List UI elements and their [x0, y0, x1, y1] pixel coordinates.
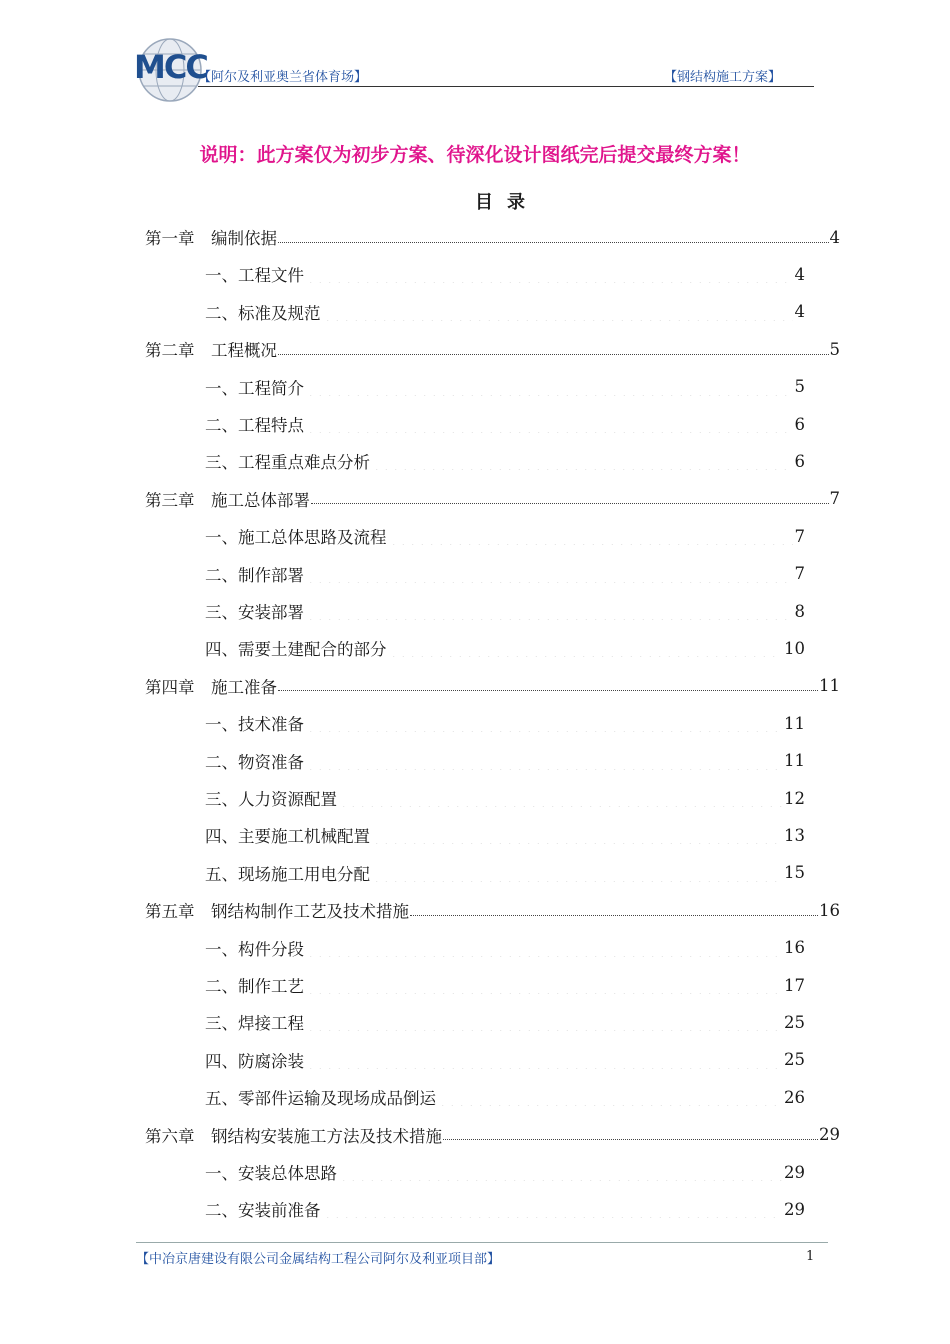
toc-entry-section[interactable]	[205, 743, 805, 779]
toc-dot-leader	[443, 1139, 818, 1140]
toc-dot-leader	[306, 269, 793, 283]
toc-entry-page: 11	[784, 713, 805, 733]
header-document-name: 【钢结构施工方案】	[664, 70, 782, 85]
toc-entry-label: 二、制作工艺	[205, 977, 304, 996]
toc-title: 目录	[475, 192, 539, 213]
toc-entry-label: 第五章 钢结构制作工艺及技术措施	[145, 902, 409, 922]
toc-entry-section[interactable]	[205, 1154, 805, 1190]
toc-entry-label: 四、主要施工机械配置	[205, 827, 370, 847]
toc-entry-page: 7	[794, 564, 805, 584]
toc-entry-section[interactable]	[205, 406, 805, 442]
toc-entry-page: 6	[794, 451, 805, 471]
toc-entry-label: 五、现场施工用电分配	[205, 864, 370, 884]
toc-entry-label: 第六章 钢结构安装施工方法及技术措施	[145, 1126, 442, 1146]
toc-dot-leader	[306, 606, 793, 620]
toc-entry-label: 一、技术准备	[205, 715, 304, 735]
toc-entry-page: 4	[794, 302, 805, 322]
toc-entry-label: 第三章 施工总体部署	[145, 490, 310, 510]
toc-entry-label: 四、防腐涂装	[205, 1051, 304, 1071]
toc-entry-page: 15	[784, 863, 805, 883]
toc-dot-leader	[306, 1017, 782, 1031]
header-divider	[198, 86, 814, 87]
toc-entry-chapter[interactable]	[145, 219, 840, 255]
toc-entry-chapter[interactable]	[145, 481, 840, 517]
toc-entry-section[interactable]	[205, 705, 805, 741]
toc-entry-label: 五、零部件运输及现场成品倒运	[205, 1089, 436, 1109]
toc-entry-chapter[interactable]	[145, 892, 840, 928]
footer-divider	[136, 1242, 828, 1243]
toc-entry-section[interactable]	[205, 1042, 805, 1078]
toc-entry-section[interactable]	[205, 369, 805, 405]
toc-entry-label: 第一章 编制依据	[145, 229, 277, 248]
toc-dot-leader	[410, 915, 818, 916]
toc-entry-section[interactable]	[205, 817, 805, 853]
toc-entry-page: 13	[784, 825, 805, 845]
toc-entry-chapter[interactable]	[145, 1117, 840, 1153]
toc-entry-label: 一、工程文件	[205, 266, 304, 286]
toc-dot-leader	[323, 1204, 783, 1218]
toc-entry-page: 5	[829, 339, 840, 359]
toc-entry-section[interactable]	[205, 256, 805, 292]
toc-entry-page: 7	[829, 489, 840, 509]
toc-dot-leader	[306, 419, 793, 433]
toc-dot-leader	[372, 868, 782, 882]
toc-entry-label: 三、焊接工程	[205, 1014, 304, 1034]
toc-entry-page: 29	[819, 1125, 840, 1145]
toc-entry-section[interactable]	[205, 443, 805, 479]
toc-entry-page: 26	[784, 1087, 805, 1107]
toc-dot-leader	[339, 793, 782, 807]
toc-entry-page: 7	[794, 526, 805, 546]
toc-entry-section[interactable]	[205, 780, 805, 816]
toc-entry-label: 一、构件分段	[205, 939, 304, 959]
toc-dot-leader	[311, 503, 829, 504]
toc-entry-label: 二、标准及规范	[205, 303, 321, 323]
toc-entry-page: 29	[784, 1199, 805, 1219]
toc-entry-label: 一、安装总体思路	[205, 1164, 337, 1183]
toc-entry-label: 三、工程重点难点分析	[205, 453, 370, 473]
toc-dot-leader	[278, 354, 829, 355]
toc-dot-leader	[306, 569, 793, 583]
toc-entry-section[interactable]	[205, 1079, 805, 1115]
toc-entry-page: 25	[784, 1012, 805, 1032]
toc-entry-page: 25	[784, 1050, 805, 1070]
toc-entry-page: 8	[794, 601, 805, 621]
toc-entry-section[interactable]	[205, 1004, 805, 1040]
toc-dot-leader	[306, 756, 782, 770]
page-header	[0, 0, 950, 110]
toc-entry-label: 二、制作部署	[205, 565, 304, 585]
toc-entry-page: 10	[784, 638, 805, 658]
toc-entry-page: 11	[819, 676, 840, 696]
toc-dot-leader	[389, 643, 783, 657]
toc-dot-leader	[339, 1167, 782, 1181]
toc-entry-page: 11	[784, 751, 805, 771]
toc-dot-leader	[389, 531, 793, 545]
toc-entry-page: 16	[784, 938, 805, 958]
toc-entry-label: 一、工程简介	[205, 378, 304, 398]
toc-entry-section[interactable]	[205, 967, 805, 1003]
toc-entry-label: 二、物资准备	[205, 752, 304, 772]
toc-entry-label: 三、安装部署	[205, 603, 304, 622]
toc-entry-label: 一、施工总体思路及流程	[205, 528, 387, 548]
toc-entry-chapter[interactable]	[145, 668, 840, 704]
toc-entry-chapter[interactable]	[145, 331, 840, 367]
toc-entry-page: 16	[819, 900, 840, 920]
toc-dot-leader	[306, 1055, 782, 1069]
toc-entry-page: 17	[784, 975, 805, 995]
toc-entry-label: 三、人力资源配置	[205, 790, 337, 809]
toc-entry-page: 12	[784, 788, 805, 808]
footer-company-name: 【中冶京唐建设有限公司金属结构工程公司阿尔及利亚项目部】	[136, 1252, 501, 1267]
toc-dot-leader	[278, 242, 829, 243]
toc-dot-leader	[323, 307, 793, 321]
toc-entry-page: 29	[784, 1162, 805, 1182]
toc-entry-page: 5	[794, 377, 805, 397]
toc-entry-section[interactable]	[205, 518, 805, 554]
toc-dot-leader	[372, 456, 793, 470]
toc-entry-page: 4	[794, 264, 805, 284]
toc-entry-section[interactable]	[205, 294, 805, 330]
toc-dot-leader	[306, 718, 782, 732]
toc-dot-leader	[306, 980, 782, 994]
toc-entry-section[interactable]	[205, 630, 805, 666]
toc-entry-page: 6	[794, 414, 805, 434]
toc-entry-label: 第二章 工程概况	[145, 341, 277, 361]
toc-entry-label: 第四章 施工准备	[145, 677, 277, 697]
toc-dot-leader	[438, 1092, 782, 1106]
company-logo-text: MCC	[134, 48, 207, 86]
toc-entry-label: 二、工程特点	[205, 416, 304, 435]
toc-entry-section[interactable]	[205, 1191, 805, 1227]
notice-text: 说明：此方案仅为初步方案、待深化设计图纸完后提交最终方案！	[199, 144, 751, 166]
toc-dot-leader	[306, 943, 782, 957]
toc-entry-section[interactable]	[205, 855, 805, 891]
toc-entry-section[interactable]	[205, 556, 805, 592]
footer-page-number: 1	[806, 1249, 815, 1264]
toc-entry-label: 二、安装前准备	[205, 1201, 321, 1221]
toc-dot-leader	[372, 830, 782, 844]
toc-dot-leader	[306, 382, 793, 396]
toc-entry-page: 4	[829, 227, 840, 247]
toc-entry-label: 四、需要土建配合的部分	[205, 640, 387, 660]
header-project-name: 【阿尔及利亚奥兰省体育场】	[198, 70, 368, 85]
toc-dot-leader	[278, 690, 818, 691]
toc-entry-section[interactable]	[205, 930, 805, 966]
toc-entry-section[interactable]	[205, 593, 805, 629]
